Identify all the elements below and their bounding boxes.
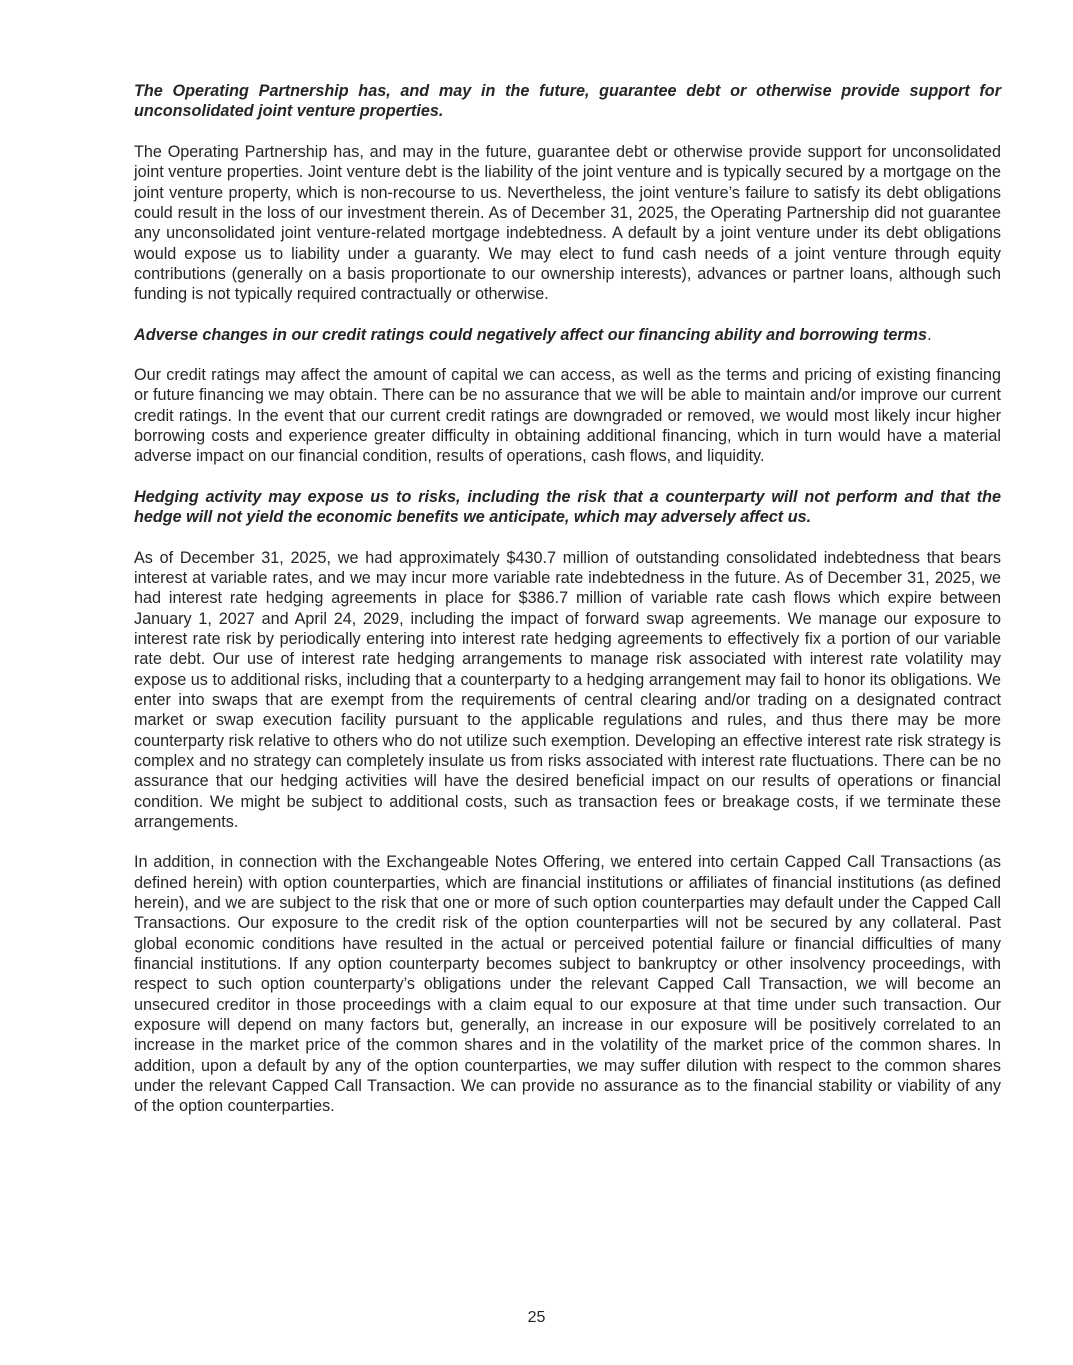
paragraph-guarantee-debt: The Operating Partnership has, and may in the future, guarantee debt or otherwise provide support for unconsolidated joint venture properties. Joint venture debt is the liability of the joint venture and is typically secured by a mortgage on the joint venture property, which is non-recourse to us. Nevertheless, the joint venture’s failure to satisfy its debt obligations could result in the loss of our investment therein. As of December 31, 2025, the Operating Partnership did not guarantee any unconsolidated joint venture-related mortgage indebtedness. A default by a joint venture under its debt obligations would expose us to liability under a guaranty. We may elect to fund cash needs of a joint venture through equity contributions (generally on a basis proportionate to our ownership interests), advances or partner loans, although such funding is not typically required contractually or otherwise. [134, 142, 1001, 304]
page-number: 25 [527, 1309, 546, 1326]
section-heading-hedging [134, 487, 1001, 528]
heading-text: The Operating Partnership has, and may in the future, guarantee debt or otherwise provide support for unconsolidated joint venture properties. [134, 82, 1001, 121]
paragraph-hedging-variable-rate: As of December 31, 2025, we had approximately $430.7 million of outstanding consolidated indebtedness that bears interest at variable rates, and we may incur more variable rate indebtedness in the future. As of December 31, 2025, we had interest rate hedging agreements in place for $386.7 million of variable rate cash flows which expire between January 1, 2027 and April 24, 2029, including the impact of forward swap agreements. We manage our exposure to interest rate risk by periodically entering into interest rate hedging agreements to effectively fix a portion of our variable rate debt. Our use of interest rate hedging arrangements to manage risk associated with interest rate volatility may expose us to additional risks, including that a counterparty to a hedging arrangement may fail to honor its obligations. We enter into swaps that are exempt from the requirements of central clearing and/or trading on a designated contract market or swap execution facility pursuant to the applicable regulations and rules, and thus there may be more counterparty risk relative to others who do not utilize such exemption. Developing an effective interest rate risk strategy is complex and no strategy can completely insulate us from risks associated with interest rate fluctuations. There can be no assurance that our hedging activities will have the desired beneficial impact on our results of operations or financial condition. We might be subject to additional costs, such as transaction fees or breakage costs, if we terminate these arrangements. [134, 548, 1001, 831]
paragraph-hedging-capped-call: In addition, in connection with the Exchangeable Notes Offering, we entered into certain Capped Call Transactions (as defined herein) with option counterparties, which are financial institutions or affiliates of financial institutions (as defined herein), and we are subject to the risk that one or more of such option counterparties may default under the Capped Call Transactions. Our exposure to the credit risk of the option counterparties will not be secured by any collateral. Past global economic conditions have resulted in the actual or perceived potential failure or financial difficulties of many financial institutions. If any option counterparty becomes subject to bankruptcy or other insolvency proceedings, with respect to such option counterparty’s obligations under the relevant Capped Call Transaction, we will become an unsecured creditor in those proceedings with a claim equal to our exposure at that time under such transaction. Our exposure will depend on many factors but, generally, an increase in our exposure will be positively correlated to an increase in the market price of the common shares and in the volatility of the market price of the common shares. In addition, upon a default by any of the option counterparties, we may suffer dilution with respect to the common shares under the relevant Capped Call Transaction. We can provide no assurance as to the financial stability or viability of any of the option counterparties. [134, 853, 1001, 1116]
heading-text: Adverse changes in our credit ratings could negatively affect our financing ability and borrowing terms [134, 325, 928, 344]
heading-text: Hedging activity may expose us to risks, including the risk that a counterparty will not perform and that the hedge will not yield the economic benefits we anticipate, which may adversely affect us. [134, 487, 1001, 527]
heading-trail: . [927, 325, 932, 344]
section-heading-credit-ratings [134, 325, 1001, 345]
section-heading-guarantee-debt [134, 81, 1001, 122]
document-body [134, 81, 1001, 1137]
paragraph-credit-ratings: Our credit ratings may affect the amount of capital we can access, as well as the terms and pricing of existing financing or future financing we may obtain. There can be no assurance that we will be able to maintain and/or improve our current credit ratings. In the event that our current credit ratings are downgraded or removed, we would most likely incur higher borrowing costs and experience greater difficulty in obtaining additional financing, which in turn would have a material adverse impact on our financial condition, results of operations, cash flows, and liquidity. [134, 365, 1001, 466]
